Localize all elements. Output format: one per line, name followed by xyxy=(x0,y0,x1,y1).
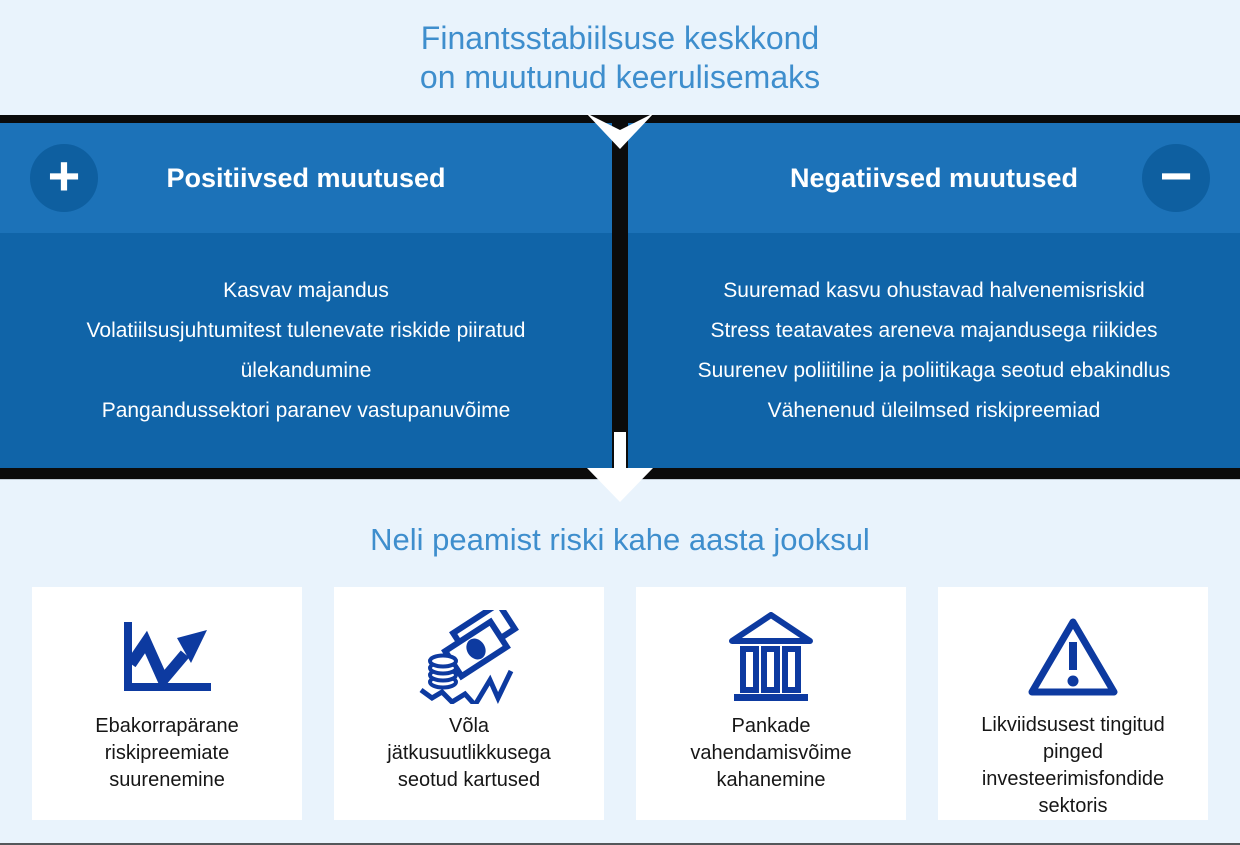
panel-divider xyxy=(612,123,628,468)
positive-panel-title: Positiivsed muutused xyxy=(166,162,446,193)
negative-changes-panel xyxy=(628,123,1240,468)
positive-changes-panel xyxy=(0,123,612,468)
negative-panel-header xyxy=(628,123,1240,233)
positive-item: Kasvav majandus xyxy=(223,278,389,302)
negative-panel-body xyxy=(628,233,1240,468)
risk-card-label: Likviidsusest tingitud pinged investeerimisfondide sektoris xyxy=(981,714,1165,817)
risk-card-bank-intermediation xyxy=(636,587,906,820)
risk-card-liquidity-strains xyxy=(938,587,1208,820)
negative-item: Suuremad kasvu ohustavad halvenemisriskid xyxy=(723,278,1145,302)
title-band xyxy=(0,0,1240,115)
positive-item: Pangandussektori paranev vastupanuvõime xyxy=(101,398,511,422)
negative-panel-title: Negatiivsed muutused xyxy=(789,162,1079,193)
positive-panel-header xyxy=(0,123,612,233)
risk-card-uneven-risk-premia xyxy=(32,587,302,820)
risks-subtitle: Neli peamist riski kahe aasta jooksul xyxy=(370,522,870,557)
risk-cards xyxy=(32,587,1208,820)
main-risks-section xyxy=(0,480,1240,845)
bank-building-icon xyxy=(727,609,815,705)
risk-card-label: Võla jätkusuutlikkusega seotud kartused xyxy=(387,715,551,791)
changes-panels xyxy=(0,123,1240,468)
risk-card-debt-sustainability xyxy=(334,587,604,820)
minus-icon: − xyxy=(1142,144,1210,212)
arrow-down-icon xyxy=(586,432,654,502)
positive-item: Volatiilsusjuhtumitest tulenevate riskide piiratud ülekandumine xyxy=(86,318,526,382)
negative-item: Vähenenud üleilmsed riskipreemiad xyxy=(767,398,1101,422)
positive-panel-body xyxy=(0,233,612,468)
negative-item: Suurenev poliitiline ja poliitikaga seotud ebakindlus xyxy=(697,358,1171,382)
plus-icon: + xyxy=(30,144,98,212)
page-title xyxy=(420,19,820,97)
warning-triangle-icon xyxy=(1026,609,1120,704)
rising-chart-arrow-icon xyxy=(121,609,213,705)
page-title-line2: on muutunud keerulisemaks xyxy=(419,58,821,95)
banknotes-coins-icon xyxy=(419,609,519,705)
risk-card-label: Pankade vahendamisvõime kahanemine xyxy=(690,715,852,791)
risk-card-label: Ebakorrapärane riskipreemiate suurenemine xyxy=(95,715,239,791)
negative-item: Stress teatavates areneva majandusega riikides xyxy=(710,318,1158,342)
chevron-down-icon xyxy=(586,113,654,149)
page-title-line1: Finantsstabiilsuse keskkond xyxy=(420,19,820,56)
